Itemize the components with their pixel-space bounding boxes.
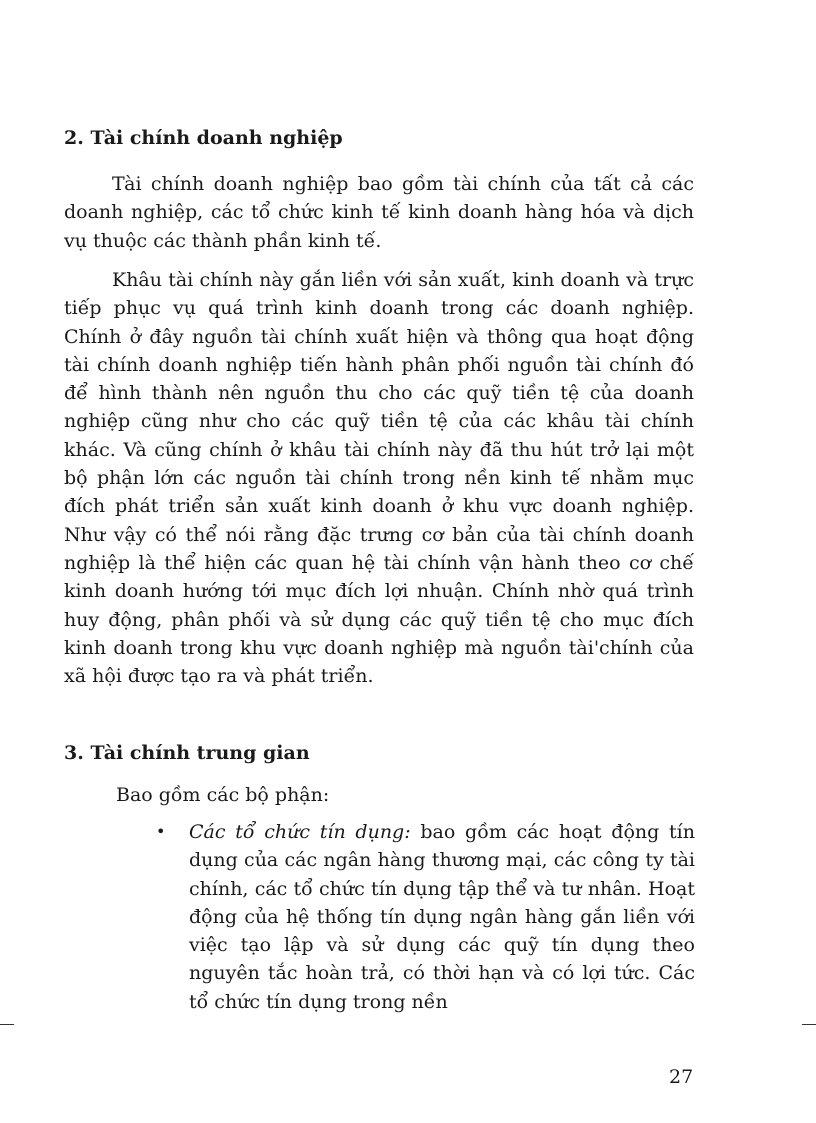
bullet-icon: •: [156, 822, 166, 841]
section-2-heading: 2. Tài chính doanh nghiệp: [64, 127, 343, 149]
section-3-intro: Bao gồm các bộ phận:: [116, 784, 330, 806]
section-2-paragraph-1: Tài chính doanh nghiệp bao gồm tài chính của tất cả các doanh nghiệp, các tổ chức kinh tế kinh doanh hàng hóa và dịch vụ thuộc các thành phần kinh tế.: [64, 173, 694, 252]
list-item: [150, 818, 695, 1016]
right-margin-mark: [802, 1024, 816, 1025]
bullet-list: [150, 818, 695, 1016]
left-margin-mark: [0, 1024, 14, 1025]
section-3-heading: 3. Tài chính trung gian: [64, 742, 310, 764]
bullet-term: Các tổ chức tín dụng:: [189, 821, 411, 843]
bullet-text: bao gồm các hoạt động tín dụng của các ngân hàng thương mại, các công ty tài chính, các tổ chức tín dụng tập thể và tư nhân. Hoạt động của hệ thống tín dụng ngân hàng gắn liền với việc tạo lập và sử dụng các quỹ tín dụng theo nguyên tắc hoàn trả, có thời hạn và có lợi tức. Các tổ chức tín dụng trong nền: [189, 821, 695, 1013]
page-number: 27: [669, 1066, 694, 1088]
section-2-paragraph-2: Khâu tài chính này gắn liền với sản xuất, kinh doanh và trực tiếp phục vụ quá trình kinh doanh trong các doanh nghiệp. Chính ở đây nguồn tài chính xuất hiện và thông qua hoạt động tài chính doanh nghiệp tiến hành phân phối nguồn tài chính đó để hình thành nên nguồn thu cho các quỹ tiền tệ của doanh nghiệp cũng như cho các quỹ tiền tệ của các khâu tài chính khác. Và cũng chính ở khâu tài chính này đã thu hút trở lại một bộ phận lớn các nguồn tài chính trong nền kinh tế nhằm mục đích phát triển sản xuất kinh doanh ở khu vực doanh nghiệp. Như vậy có thể nói rằng đặc trưng cơ bản của tài chính doanh nghiệp là thể hiện các quan hệ tài chính vận hành theo cơ chế kinh doanh hướng tới mục đích lợi nhuận. Chính nhờ quá trình huy động, phân phối và sử dụng các quỹ tiền tệ cho mục đích kinh doanh trong khu vực doanh nghiệp mà nguồn tài'chính của xã hội được tạo ra và phát triển.: [64, 269, 694, 688]
